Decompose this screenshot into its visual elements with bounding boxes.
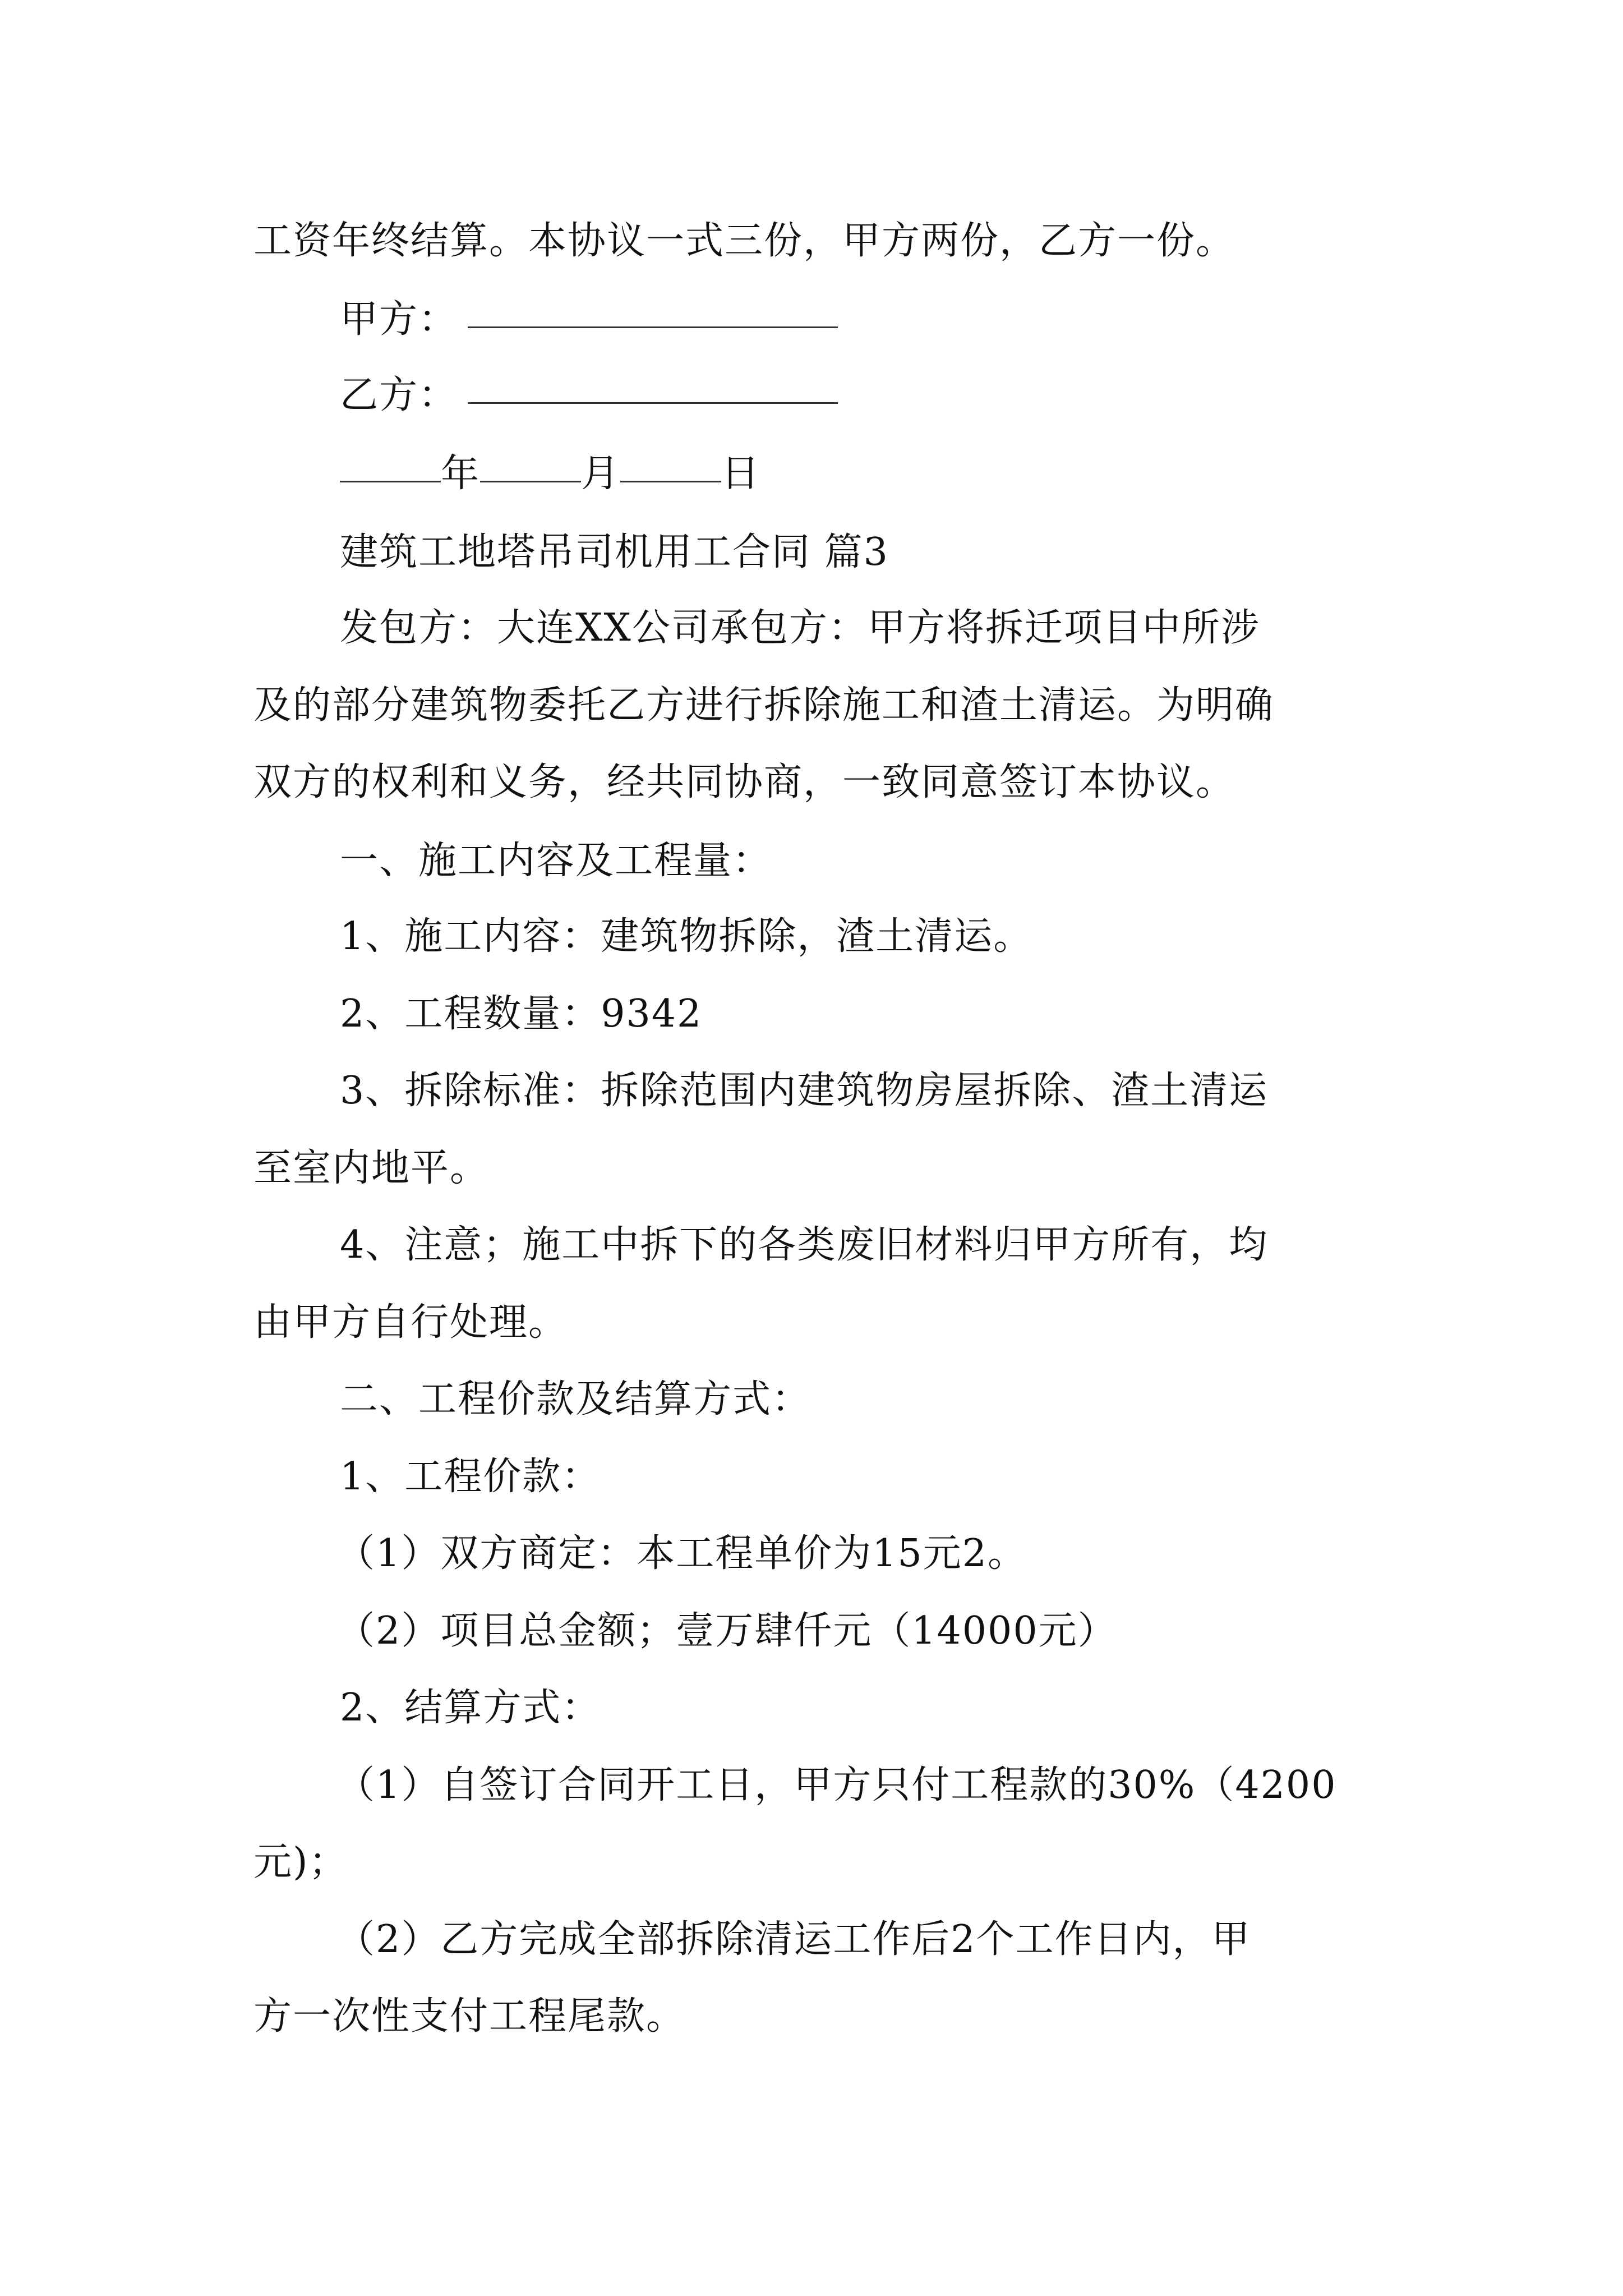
party-b-blank: [468, 367, 838, 404]
text-line: 1、施工内容：建筑物拆除，渣土清运。: [340, 914, 1033, 959]
text-line: 至室内地平。: [253, 1146, 490, 1190]
date-line: [340, 446, 760, 502]
party-b-label: 乙方：: [340, 373, 458, 417]
text-line: （1）双方商定：本工程单价为15元2。: [336, 1531, 1027, 1576]
text-line: 1、工程价款：: [340, 1455, 601, 1499]
text-line: （1）自签订合同开工日，甲方只付工程款的30%（4200: [336, 1763, 1337, 1807]
month-blank: [480, 446, 581, 482]
day-label: 日: [721, 452, 761, 496]
text-line: 方一次性支付工程尾款。: [253, 1994, 686, 2039]
text-line: 3、拆除标准：拆除范围内建筑物房屋拆除、渣土清运: [340, 1069, 1269, 1113]
year-label: 年: [441, 452, 481, 496]
party-a-blank: [468, 292, 838, 328]
text-line: 元)；: [253, 1840, 348, 1884]
heading-two: 二、工程价款及结算方式：: [340, 1377, 811, 1421]
text-line: 双方的权利和义务，经共同协商，一致同意签订本协议。: [253, 760, 1235, 804]
section-title: 建筑工地塔吊司机用工合同 篇3: [340, 530, 889, 574]
text-line: 4、注意；施工中拆下的各类废旧材料归甲方所有，均: [340, 1223, 1269, 1267]
text-line: 及的部分建筑物委托乙方进行拆除施工和渣土清运。为明确: [253, 683, 1275, 728]
text-line: 2、工程数量：9342: [340, 992, 703, 1036]
text-line: 2、结算方式：: [340, 1686, 601, 1730]
text-line: 由甲方自行处理。: [253, 1300, 568, 1345]
text-line: （2）项目总金额；壹万肆仟元（14000元）: [336, 1609, 1117, 1653]
heading-one: 一、施工内容及工程量：: [340, 839, 772, 883]
party-a-signature-line: [340, 292, 838, 348]
party-a-label: 甲方：: [340, 297, 458, 342]
month-label: 月: [581, 452, 621, 496]
year-blank: [340, 446, 441, 482]
text-line: 发包方：大连XX公司承包方：甲方将拆迁项目中所涉: [340, 606, 1260, 650]
day-blank: [620, 446, 721, 482]
text-line: 工资年终结算。本协议一式三份，甲方两份，乙方一份。: [253, 219, 1235, 263]
text-line: （2）乙方完成全部拆除清运工作后2个工作日内，甲: [336, 1917, 1251, 1962]
party-b-signature-line: [340, 367, 838, 424]
